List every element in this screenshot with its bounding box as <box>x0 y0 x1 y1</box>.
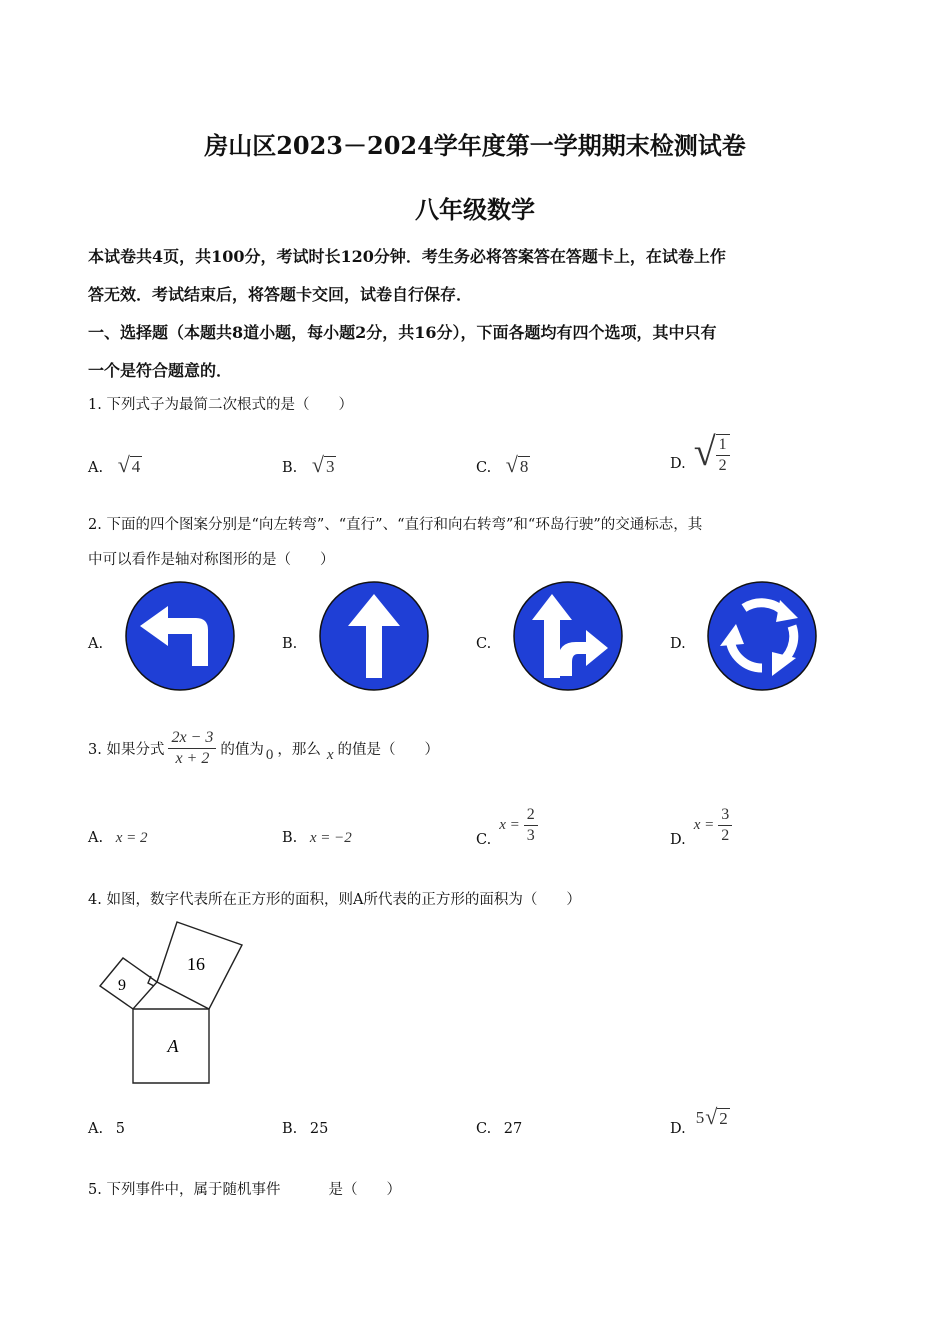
label-16: 16 <box>187 954 205 974</box>
q3-stem-mid-1: 的值为 <box>220 742 264 758</box>
q3-stem-suffix: 的值是（ ） <box>337 742 440 758</box>
instructions-line-2: 答无效．考试结束后，将答题卡交回，试卷自行保存． <box>88 285 473 304</box>
option-label: D. <box>670 456 686 472</box>
q3-option-c <box>476 802 538 848</box>
section-heading-line-1: 一、选择题（本题共8道小题，每小题2分，共16分），下面各题均有四个选项，其中只有 <box>88 323 717 342</box>
q4-stem: 4. 如图，数字代表所在正方形的面积，则A所代表的正方形的面积为（ ） <box>88 892 581 908</box>
q3-stem-mid-2: ，那么 <box>277 742 321 758</box>
fraction <box>716 435 730 476</box>
section-heading-line-2: 一个是符合题意的． <box>88 361 233 380</box>
q3-option-b <box>282 830 352 847</box>
q4-option-b <box>282 1121 328 1137</box>
q2-option-a-label: A. <box>88 636 104 652</box>
option-label: A. <box>88 1121 104 1137</box>
denominator: 2 <box>718 457 727 474</box>
option-label: B. <box>282 460 298 476</box>
fraction <box>718 805 732 846</box>
q3-stem <box>88 728 439 769</box>
option-value: 5 <box>115 1121 125 1137</box>
q5-stem-part-2: 是（ ） <box>328 1182 401 1198</box>
q3-fraction <box>168 728 216 769</box>
sqrt-expression: 5 √ 2 <box>695 1104 728 1129</box>
option-expression: x = 2 <box>115 830 148 846</box>
fraction <box>524 805 538 846</box>
numerator: 2 <box>524 805 538 826</box>
q1-stem: 1. 下列式子为最简二次根式的是（ ） <box>88 397 353 413</box>
sqrt-expression: √ 3 <box>311 452 335 477</box>
q2-option-b-label: B. <box>282 636 298 652</box>
numerator: 1 <box>716 435 730 456</box>
radicand: 2 <box>719 1109 728 1128</box>
squares-figure <box>96 914 246 1088</box>
q2-stem-line-1: 2. 下面的四个图案分别是“向左转弯”、“直行”、“直行和向右转弯”和“环岛行驶”的交通标志，其 <box>88 517 703 533</box>
radicand: 4 <box>131 457 141 476</box>
roundabout-sign-icon <box>706 580 818 692</box>
straight-and-right-sign-icon <box>512 580 624 692</box>
denominator: 2 <box>721 826 730 844</box>
denominator: x + 2 <box>175 750 210 767</box>
straight-ahead-sign-icon <box>318 580 430 692</box>
label-9: 9 <box>118 977 126 994</box>
option-label: B. <box>282 1121 298 1137</box>
q3-option-d <box>670 802 732 848</box>
q2-stem-line-2: 中可以看作是轴对称图形的是（ ） <box>88 552 335 568</box>
coefficient: 5 <box>695 1108 705 1127</box>
q2-option-c-label: C. <box>476 636 492 652</box>
instructions-line-1: 本试卷共4页，共100分，考试时长120分钟．考生务必将答案答在答题卡上，在试卷上作 <box>88 247 726 266</box>
radicand: 8 <box>519 457 529 476</box>
option-lhs: x = <box>499 816 520 833</box>
numerator: 3 <box>718 805 732 826</box>
option-label: A. <box>88 460 104 476</box>
q1-option-a <box>88 454 142 477</box>
exam-title: 房山区2023－2024学年度第一学期期末检测试卷 <box>204 131 746 160</box>
q3-option-a <box>88 830 147 847</box>
q1-option-d <box>670 430 730 476</box>
q3-zero: 0 <box>265 747 274 763</box>
sqrt-fraction-expression: √ $\frac{1}{2}$ <box>694 430 730 476</box>
option-label: C. <box>476 460 492 476</box>
option-label: C. <box>476 1121 492 1137</box>
q3-stem-prefix: 3. 如果分式 <box>88 742 165 758</box>
option-label: A. <box>88 830 104 846</box>
option-value: 25 <box>309 1121 329 1137</box>
q4-option-d <box>670 1106 730 1137</box>
sqrt-expression: √ 8 <box>505 452 529 477</box>
option-label: D. <box>670 832 686 848</box>
option-label: D. <box>670 1121 686 1137</box>
option-label: C. <box>476 832 492 848</box>
label-a: A <box>167 1036 179 1056</box>
option-expression: x = −2 <box>309 830 352 846</box>
numerator: 2x − 3 <box>168 728 216 749</box>
exam-subtitle: 八年级数学 <box>415 195 535 224</box>
q1-option-c <box>476 454 530 477</box>
q1-option-b <box>282 454 336 477</box>
option-label: B. <box>282 830 298 846</box>
option-lhs: x = <box>693 816 715 833</box>
turn-left-sign-icon <box>124 580 236 692</box>
q2-option-d-label: D. <box>670 636 686 652</box>
q4-option-a <box>88 1121 125 1137</box>
q4-option-c <box>476 1121 522 1137</box>
q5-stem <box>88 1175 401 1205</box>
q3-variable: x <box>326 747 334 763</box>
denominator: 3 <box>526 826 535 844</box>
radicand: 3 <box>325 457 335 476</box>
q5-stem-part-1: 5. 下列事件中，属于随机事件 <box>88 1182 281 1198</box>
sqrt-expression: √ 4 <box>117 452 141 477</box>
option-value: 27 <box>503 1121 523 1137</box>
